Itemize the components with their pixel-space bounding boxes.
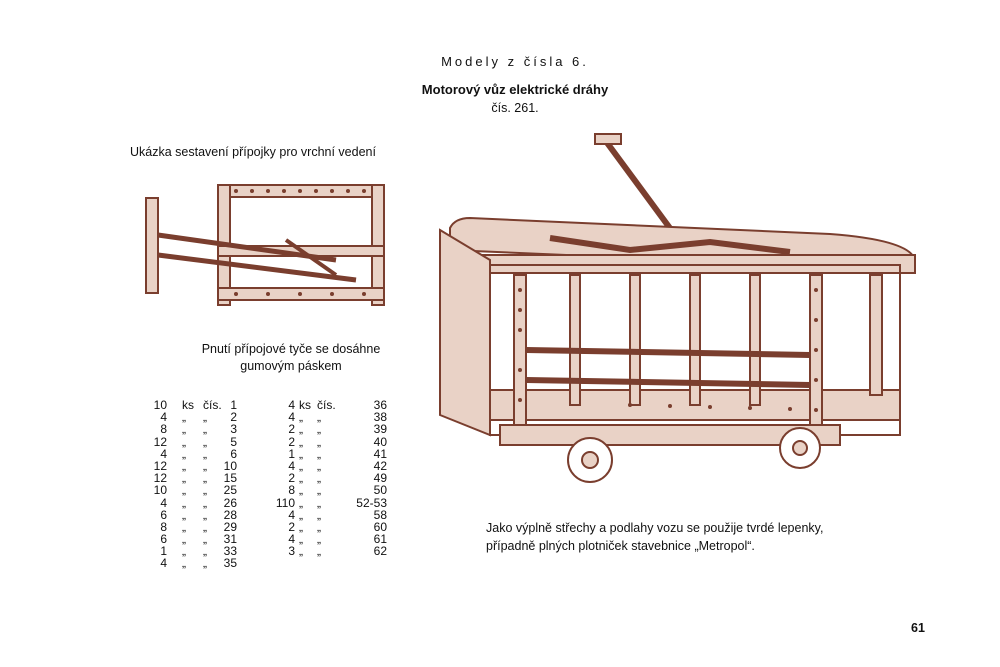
parts-abbr: „ <box>203 556 207 571</box>
parts-qty: 4 <box>288 458 295 473</box>
tram-illustration <box>430 130 930 490</box>
parts-number: 29 <box>223 519 237 534</box>
parts-abbr: „ <box>203 422 207 437</box>
parts-unit: „ <box>182 544 186 559</box>
parts-list-row <box>272 484 387 496</box>
parts-abbr: „ <box>203 410 207 425</box>
parts-abbr: „ <box>317 410 321 425</box>
spring-caption-line-2: gumovým páskem <box>240 359 342 373</box>
parts-qty: 8 <box>160 519 167 534</box>
parts-unit: „ <box>182 507 186 522</box>
parts-abbr: „ <box>317 532 321 547</box>
parts-unit: „ <box>182 483 186 498</box>
parts-unit: „ <box>182 410 186 425</box>
parts-abbr: „ <box>317 434 321 449</box>
parts-number: 26 <box>223 495 237 510</box>
parts-number: 58 <box>373 507 387 522</box>
page-number: 61 <box>911 621 925 635</box>
parts-abbr: „ <box>317 422 321 437</box>
parts-number: 15 <box>223 471 237 486</box>
parts-qty: 1 <box>288 446 295 461</box>
parts-list-row <box>272 436 387 448</box>
parts-list-row <box>272 497 387 509</box>
parts-number: 5 <box>230 434 237 449</box>
parts-unit: ks <box>299 398 311 412</box>
parts-qty: 2 <box>288 471 295 486</box>
parts-unit: „ <box>299 446 303 461</box>
parts-qty: 10 <box>153 398 167 412</box>
parts-unit: „ <box>299 434 303 449</box>
parts-abbr: čís. <box>317 398 336 412</box>
parts-qty: 8 <box>160 422 167 437</box>
parts-list-row <box>272 423 387 435</box>
model-title: Motorový vůz elektrické dráhy <box>421 82 609 97</box>
parts-qty: 4 <box>160 410 167 425</box>
construction-note-line-2: případně plných plotniček stavebnice „Metropol“. <box>486 539 755 553</box>
parts-number: 6 <box>230 446 237 461</box>
parts-unit: „ <box>182 422 186 437</box>
parts-qty: 4 <box>160 495 167 510</box>
parts-qty: 2 <box>288 422 295 437</box>
parts-abbr: „ <box>317 458 321 473</box>
parts-number: 38 <box>373 410 387 425</box>
parts-qty: 4 <box>160 446 167 461</box>
construction-note-line-1: Jako výplně střechy a podlahy vozu se použije tvrdé lepenky, <box>486 521 824 535</box>
parts-unit: „ <box>299 532 303 547</box>
parts-number: 28 <box>223 507 237 522</box>
parts-qty: 10 <box>153 483 167 498</box>
parts-number: 36 <box>373 398 387 412</box>
parts-abbr: „ <box>203 434 207 449</box>
parts-qty: 6 <box>160 532 167 547</box>
parts-number: 1 <box>230 398 237 412</box>
parts-abbr: „ <box>203 446 207 461</box>
parts-unit: „ <box>182 532 186 547</box>
parts-unit: „ <box>299 410 303 425</box>
parts-list-row <box>150 484 245 496</box>
parts-abbr: „ <box>203 544 207 559</box>
model-number: čís. 261. <box>491 101 539 115</box>
parts-list-row <box>272 545 387 557</box>
parts-abbr: „ <box>317 519 321 534</box>
parts-qty: 12 <box>153 471 167 486</box>
parts-list-row <box>150 436 245 448</box>
parts-qty: 4 <box>288 398 295 412</box>
parts-abbr: „ <box>203 458 207 473</box>
parts-abbr: „ <box>317 544 321 559</box>
parts-unit: „ <box>182 458 186 473</box>
parts-abbr: „ <box>203 532 207 547</box>
parts-unit: „ <box>182 446 186 461</box>
parts-qty: 4 <box>288 507 295 522</box>
parts-list-row <box>150 423 245 435</box>
parts-number: 62 <box>373 544 387 559</box>
parts-qty: 2 <box>288 434 295 449</box>
parts-unit: „ <box>182 495 186 510</box>
parts-unit: „ <box>182 434 186 449</box>
parts-abbr: „ <box>203 519 207 534</box>
parts-abbr: „ <box>203 495 207 510</box>
parts-number: 33 <box>223 544 237 559</box>
parts-abbr: „ <box>203 507 207 522</box>
parts-list-column-2 <box>272 399 387 557</box>
parts-number: 50 <box>373 483 387 498</box>
parts-unit: ks <box>182 398 194 412</box>
parts-qty: 110 <box>275 495 295 510</box>
parts-unit: „ <box>182 471 186 486</box>
parts-number: 42 <box>373 458 387 473</box>
parts-qty: 4 <box>288 410 295 425</box>
parts-abbr: „ <box>203 471 207 486</box>
parts-unit: „ <box>299 471 303 486</box>
spring-caption-line-1: Pnutí přípojové tyče se dosáhne <box>201 342 381 356</box>
parts-unit: „ <box>299 507 303 522</box>
parts-unit: „ <box>299 544 303 559</box>
parts-number: 49 <box>373 471 387 486</box>
construction-note <box>486 519 823 555</box>
parts-number: 2 <box>230 410 237 425</box>
parts-abbr: „ <box>317 471 321 486</box>
parts-qty: 12 <box>153 458 167 473</box>
parts-qty: 4 <box>160 556 167 571</box>
parts-number: 3 <box>230 422 237 437</box>
parts-qty: 12 <box>153 434 167 449</box>
parts-number: 41 <box>373 446 387 461</box>
pantograph-illustration <box>136 180 396 310</box>
parts-number: 35 <box>223 556 237 571</box>
parts-number: 10 <box>223 458 237 473</box>
parts-list-row <box>150 557 245 569</box>
parts-unit: „ <box>299 483 303 498</box>
parts-unit: „ <box>182 556 186 571</box>
parts-number: 31 <box>223 532 237 547</box>
parts-qty: 3 <box>288 544 295 559</box>
parts-abbr: čís. <box>203 398 222 412</box>
parts-number: 25 <box>223 483 237 498</box>
series-title: Modely z čísla 6. <box>441 54 589 69</box>
parts-abbr: „ <box>203 483 207 498</box>
parts-unit: „ <box>182 519 186 534</box>
parts-qty: 6 <box>160 507 167 522</box>
parts-abbr: „ <box>317 495 321 510</box>
parts-list-row <box>150 497 245 509</box>
spring-caption <box>130 341 452 375</box>
parts-unit: „ <box>299 458 303 473</box>
parts-unit: „ <box>299 519 303 534</box>
parts-abbr: „ <box>317 507 321 522</box>
parts-number: 61 <box>373 532 387 547</box>
parts-number: 60 <box>373 519 387 534</box>
parts-number: 40 <box>373 434 387 449</box>
parts-unit: „ <box>299 422 303 437</box>
parts-abbr: „ <box>317 446 321 461</box>
pantograph-caption: Ukázka sestavení přípojky pro vrchní vedení <box>130 145 376 159</box>
parts-qty: 1 <box>160 544 167 559</box>
parts-number: 39 <box>373 422 387 437</box>
parts-number: 52-53 <box>356 495 387 510</box>
parts-qty: 4 <box>288 532 295 547</box>
parts-list-column-1 <box>150 399 245 570</box>
parts-qty: 8 <box>288 483 295 498</box>
parts-abbr: „ <box>317 483 321 498</box>
parts-qty: 2 <box>288 519 295 534</box>
parts-unit: „ <box>299 495 303 510</box>
